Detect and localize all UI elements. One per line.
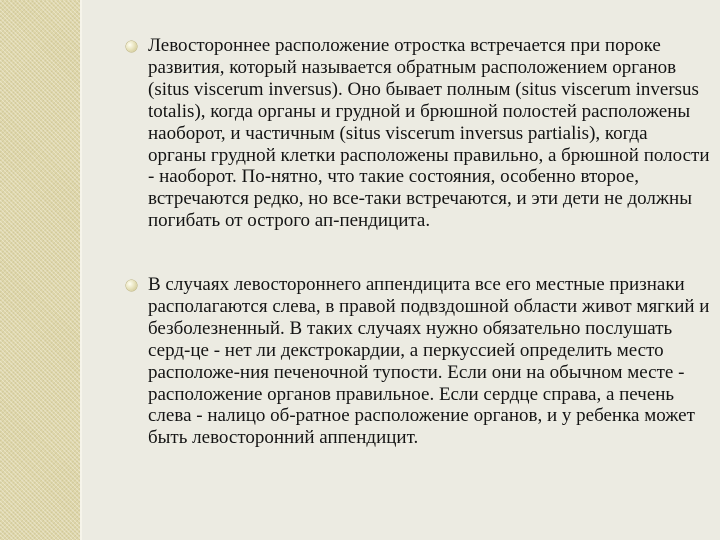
bullet-item-situs-inversus <box>148 35 710 232</box>
bullet-text: В случаях левостороннего аппендицита все его местные признаки располагаются слева, в правой подвздошной области живот мягкий и безболезненный. В таких случаях нужно обязательно послушать серд-це - нет ли декстрокардии, а перкуссией определить место расположе-ния печеночной тупости. Если они на обычном месте - расположение органов правильное. Если сердце справа, а печень слева - налицо об-ратное расположение органов, и у ребенка может быть левосторонний аппендицит. <box>148 274 710 449</box>
bullet-marker-icon <box>126 41 137 52</box>
bullet-marker-icon <box>126 280 137 291</box>
bullet-text: Левостороннее расположение отростка встречается при пороке развития, который называется обратным расположением органов (situs viscerum inversus). Оно бывает полным (situs viscerum inversus totalis), когда органы и грудной и брюшной полостей расположены наоборот, и частичным (situs viscerum inversus partialis), когда органы грудной клетки расположены правильно, а брюшной полости - наоборот. По-нятно, что такие состояния, особенно второе, встречаются редко, но все-таки встречаются, и эти дети не должны погибать от острого ап-пендицита. <box>148 35 710 232</box>
bullet-item-left-sided-appendicitis <box>148 274 710 449</box>
